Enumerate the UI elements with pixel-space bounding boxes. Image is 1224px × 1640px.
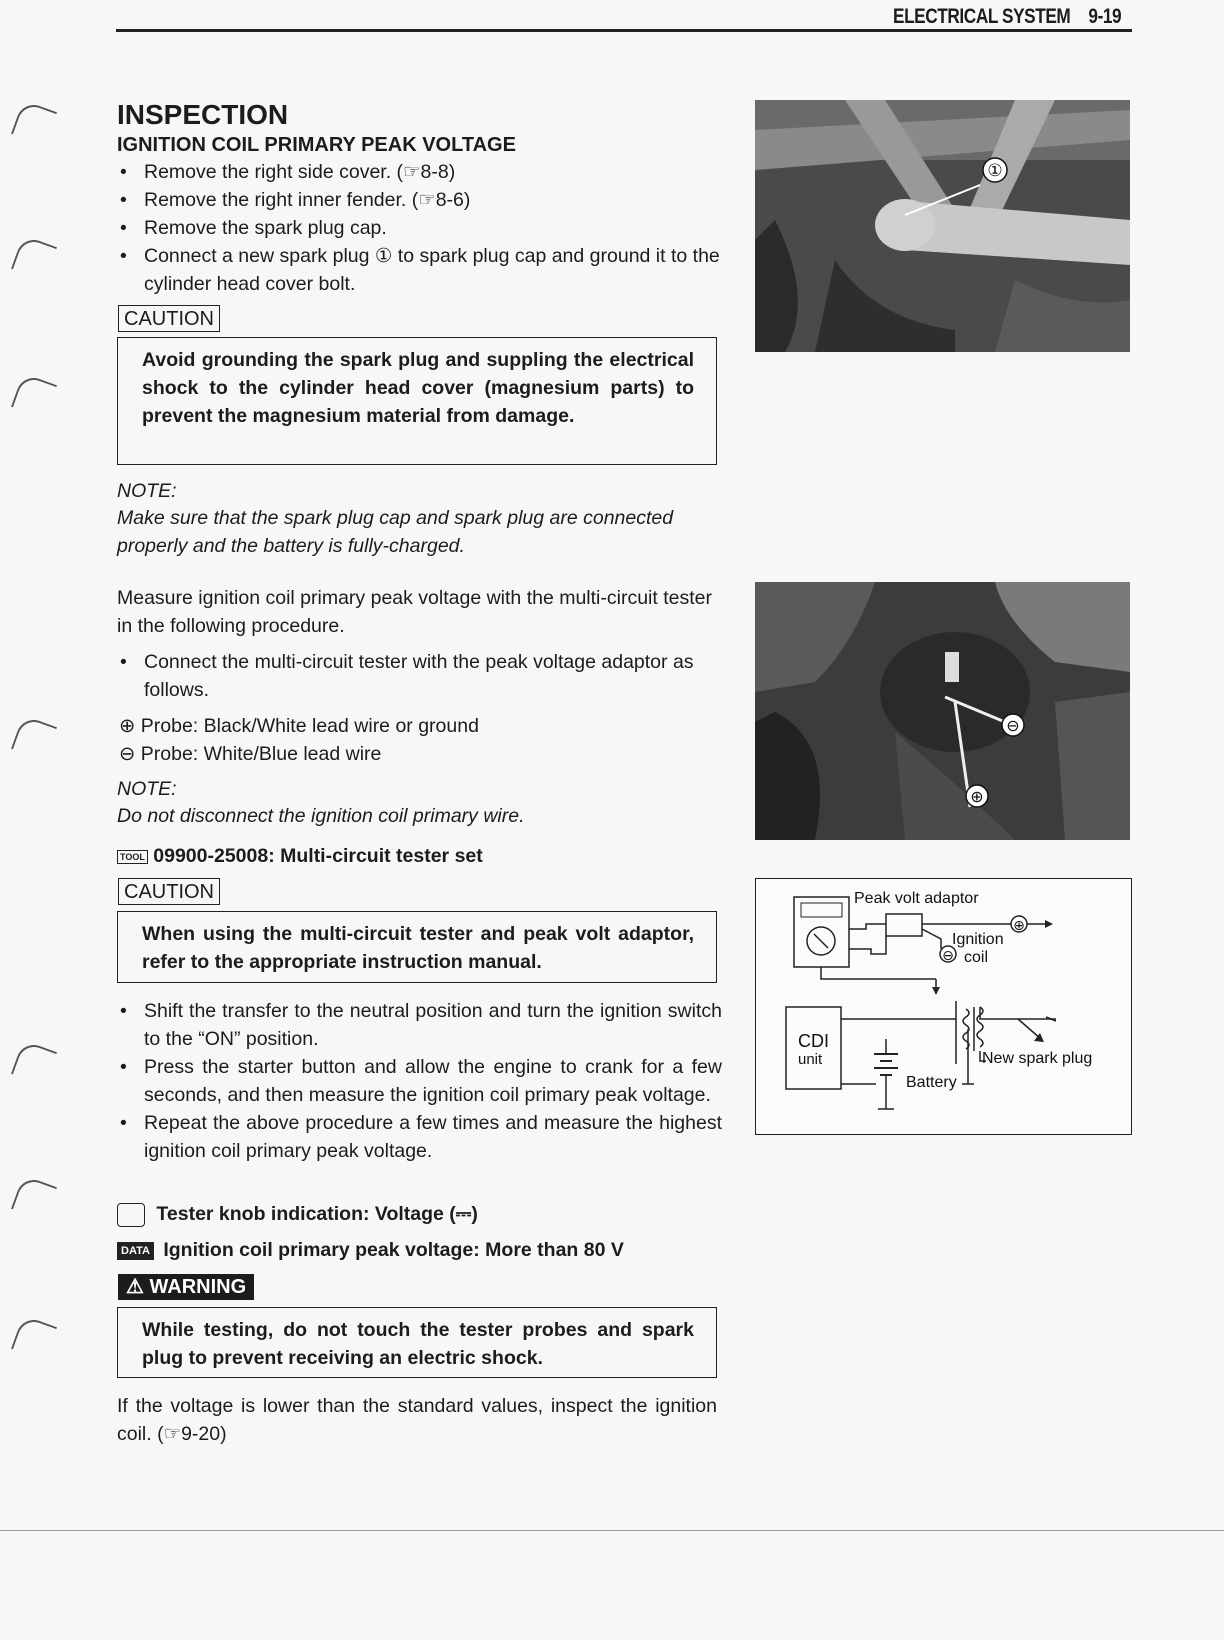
binder-hole-decoration bbox=[11, 235, 57, 281]
data-spec-line bbox=[117, 1239, 624, 1262]
probe-plus-text: ⊕ Probe: Black/White lead wire or ground bbox=[119, 715, 479, 737]
tester-knob-icon bbox=[117, 1203, 145, 1227]
note-heading-1: NOTE: bbox=[117, 480, 177, 502]
diagram-minus: ⊖ bbox=[942, 948, 954, 964]
label-cdi: CDI bbox=[798, 1031, 829, 1051]
photo-spark-plug bbox=[755, 100, 1130, 352]
wiring-diagram bbox=[755, 878, 1132, 1135]
warning-label: ⚠ WARNING bbox=[118, 1274, 254, 1300]
binder-hole-decoration bbox=[11, 715, 57, 761]
list-item: • Connect the multi-circuit tester with the peak voltage adaptor as follows. bbox=[120, 651, 694, 701]
caution-box-1 bbox=[117, 337, 717, 465]
caution-label: CAUTION bbox=[118, 305, 220, 332]
wiring-diagram-svg bbox=[756, 879, 1131, 1134]
tool-line bbox=[117, 845, 483, 868]
photo-tester-illustration bbox=[755, 582, 1130, 840]
caution-box-2 bbox=[117, 911, 717, 983]
connect-step bbox=[120, 648, 730, 704]
label-ignition-2: coil bbox=[964, 949, 989, 966]
label-battery: Battery bbox=[906, 1074, 957, 1091]
list-item: • Press the starter button and allow the engine to crank for a few seconds, and then measure the ignition coil primary peak voltage. bbox=[120, 1056, 722, 1106]
label-ignition-1: Ignition bbox=[952, 931, 1004, 948]
step-list-1 bbox=[120, 158, 720, 298]
photo-spark-plug-illustration bbox=[755, 100, 1130, 352]
page-number: 9-19 bbox=[1088, 5, 1122, 28]
label-new-spark-plug: New spark plug bbox=[982, 1050, 1093, 1067]
caution-text-1: Avoid grounding the spark plug and suppling the electrical shock to the cylinder head cover (magnesium parts) to prevent the magnesium material from damage. bbox=[142, 349, 694, 427]
label-cdi-unit: unit bbox=[798, 1051, 823, 1068]
final-paragraph: If the voltage is lower than the standard values, inspect the ignition coil. (☞9-20) bbox=[117, 1395, 717, 1445]
subsection-heading: IGNITION COIL PRIMARY PEAK VOLTAGE bbox=[117, 134, 516, 156]
page-header bbox=[893, 5, 1121, 29]
warning-box bbox=[117, 1307, 717, 1378]
tester-knob-text: Tester knob indication: Voltage (⎓) bbox=[156, 1203, 478, 1226]
binder-hole-decoration bbox=[11, 1315, 57, 1361]
data-spec-text: Ignition coil primary peak voltage: More than 80 V bbox=[163, 1239, 624, 1261]
step-list-2 bbox=[120, 997, 722, 1165]
list-item: • Connect a new spark plug ① to spark plug cap and ground it to the cylinder head cover bolt. bbox=[120, 245, 720, 295]
warning-text: While testing, do not touch the tester probes and spark plug to prevent receiving an electric shock. bbox=[142, 1319, 694, 1369]
diagram-plus: ⊕ bbox=[1013, 918, 1025, 934]
tester-knob-line bbox=[117, 1203, 478, 1227]
caution-text-2: When using the multi-circuit tester and peak volt adaptor, refer to the appropriate instruction manual. bbox=[142, 923, 694, 973]
list-item: • Remove the right inner fender. (☞8-6) bbox=[120, 189, 471, 211]
photo2-minus-marker: ⊖ bbox=[1006, 716, 1020, 735]
caution-label-2: CAUTION bbox=[118, 878, 220, 905]
list-item: • Remove the right side cover. (☞8-8) bbox=[120, 161, 456, 183]
page-edge-line bbox=[0, 1530, 1224, 1531]
binder-hole-decoration bbox=[11, 1040, 57, 1086]
note-text-1: Make sure that the spark plug cap and spark plug are connected properly and the battery is fully-charged. bbox=[117, 507, 674, 557]
tool-text: 09900-25008: Multi-circuit tester set bbox=[153, 845, 483, 867]
measure-paragraph: Measure ignition coil primary peak voltage with the multi-circuit tester in the following procedure. bbox=[117, 587, 712, 637]
label-peak-volt-adaptor: Peak volt adaptor bbox=[854, 890, 979, 907]
section-heading: INSPECTION bbox=[117, 99, 289, 130]
binder-hole-decoration bbox=[11, 373, 57, 419]
note-heading-2: NOTE: bbox=[117, 778, 177, 800]
tool-icon: TOOL bbox=[117, 850, 148, 864]
photo1-marker: ① bbox=[987, 161, 1003, 181]
photo-tester-connection bbox=[755, 582, 1130, 840]
header-rule bbox=[116, 29, 1132, 32]
binder-hole-decoration bbox=[11, 100, 57, 146]
photo2-plus-marker: ⊕ bbox=[970, 787, 984, 806]
section-title: ELECTRICAL SYSTEM bbox=[893, 5, 1071, 28]
binder-hole-decoration bbox=[11, 1175, 57, 1221]
list-item: • Shift the transfer to the neutral position and turn the ignition switch to the “ON” position. bbox=[120, 1000, 722, 1050]
list-item: • Repeat the above procedure a few times and measure the highest ignition coil primary peak voltage. bbox=[120, 1112, 722, 1162]
probe-minus-text: ⊖ Probe: White/Blue lead wire bbox=[119, 743, 382, 765]
data-icon: DATA bbox=[117, 1242, 154, 1260]
list-item: • Remove the spark plug cap. bbox=[120, 217, 387, 239]
note-text-2: Do not disconnect the ignition coil primary wire. bbox=[117, 805, 525, 827]
